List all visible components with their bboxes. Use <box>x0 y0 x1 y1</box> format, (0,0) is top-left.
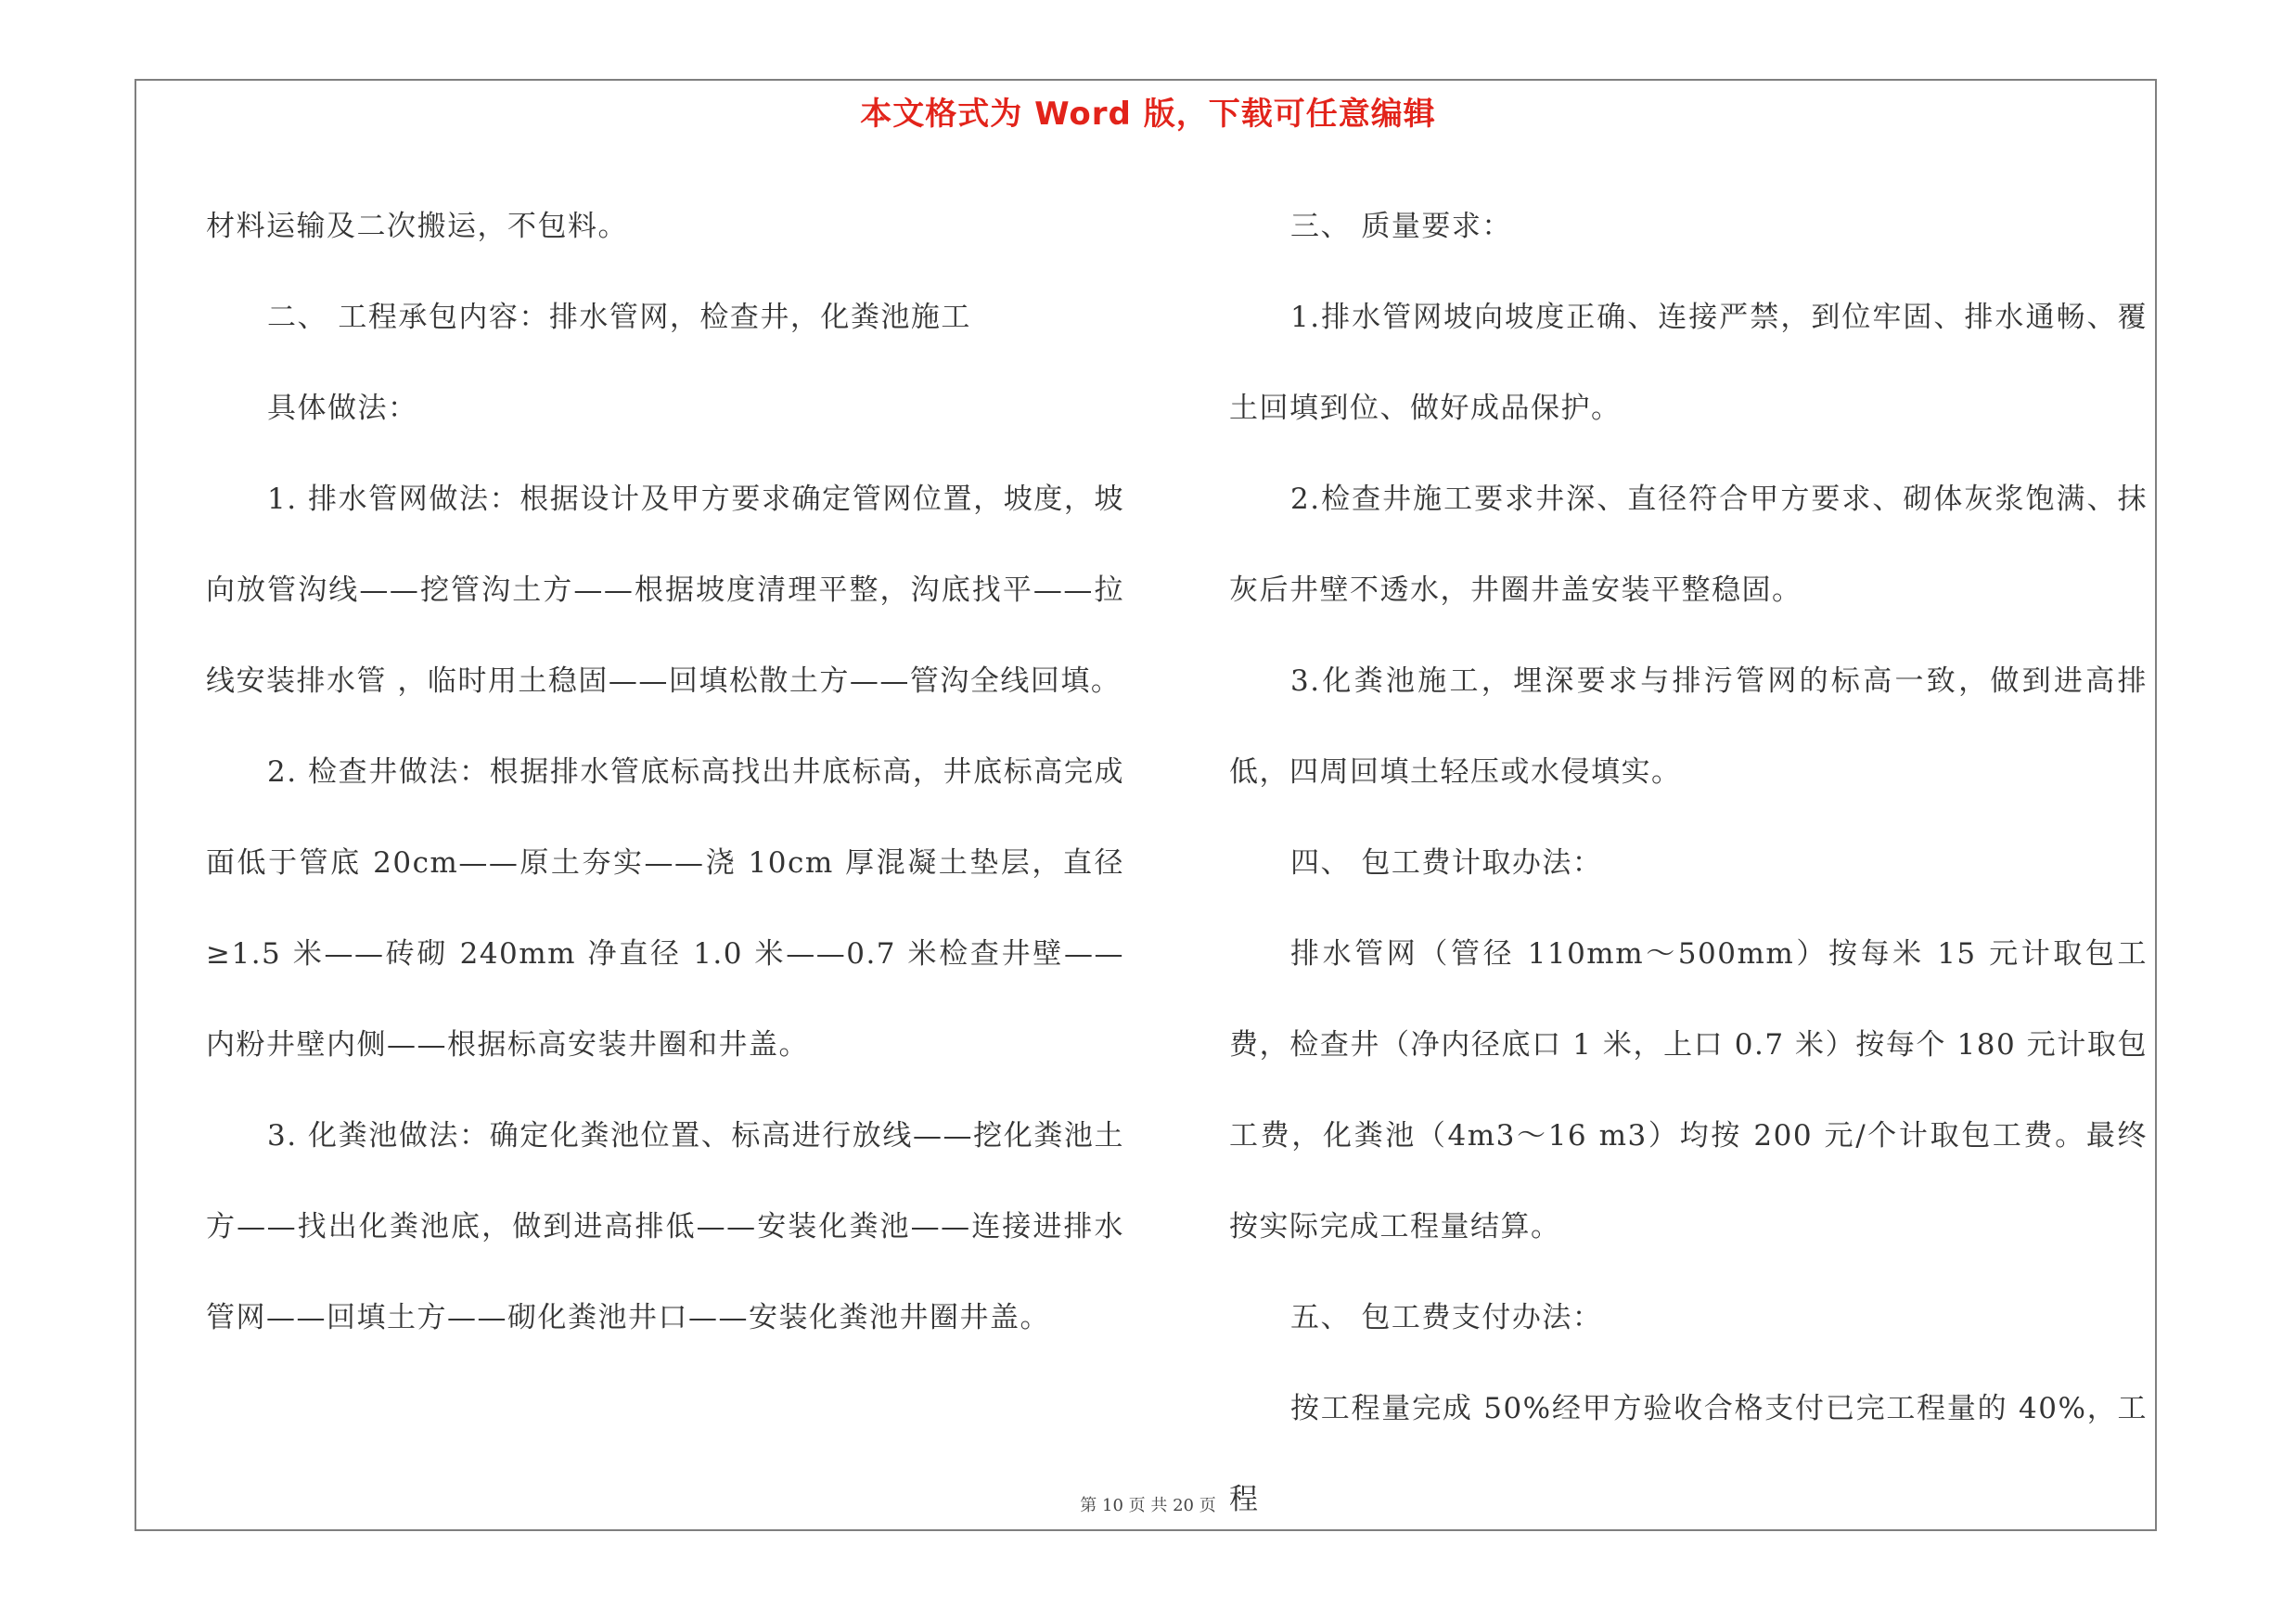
paragraph-left-3: 具体做法： <box>267 392 418 425</box>
left-text-column <box>206 181 1124 1363</box>
page-number-footer: 第 10 页 共 20 页 <box>1080 1496 1216 1515</box>
paragraph-right-8: 按工程量完成 50%经甲方验收合格支付已完工程量的 40%，工程 <box>1229 1392 2148 1516</box>
paragraph-left-6: 3. 化粪池做法：确定化粪池位置、标高进行放线——挖化粪池土方——找出化粪池底，做到进高排低——安装化粪池——连接进排水管网——回填土方——砌化粪池井口——安装化粪池井圈井盖。 <box>206 1119 1124 1334</box>
paragraph-right-4: 3.化粪池施工，埋深要求与排污管网的标高一致，做到进高排低，四周回填土轻压或水侵填实。 <box>1229 664 2148 789</box>
paragraph-right-1: 三、 质量要求： <box>1290 210 1512 243</box>
paragraph-right-3: 2.检查井施工要求井深、直径符合甲方要求、砌体灰浆饱满、抹灰后井壁不透水，井圈井盖安装平整稳固。 <box>1229 483 2148 607</box>
paragraph-left-4: 1. 排水管网做法：根据设计及甲方要求确定管网位置，坡度，坡向放管沟线——挖管沟土方——根据坡度清理平整，沟底找平——拉线安装排水管 ，临时用土稳固——回填松散土方——管沟全线回填。 <box>206 483 1124 698</box>
paragraph-right-6: 排水管网（管径 110mm～500mm）按每米 15 元计取包工费，检查井（净内径底口 1 米，上口 0.7 米）按每个 180 元计取包工费，化粪池（4m3～16 m3）均按 200 元/个计取包工费。最终按实际完成工程量结算。 <box>1229 937 2148 1243</box>
document-header-notice: 本文格式为 Word 版，下载可任意编辑 <box>860 96 1436 133</box>
paragraph-left-1: 材料运输及二次搬运，不包料。 <box>206 210 628 243</box>
paragraph-right-2: 1.排水管网坡向坡度正确、连接严禁，到位牢固、排水通畅、覆土回填到位、做好成品保护。 <box>1229 301 2148 425</box>
paragraph-left-2: 二、 工程承包内容：排水管网，检查井，化粪池施工 <box>267 301 971 334</box>
right-text-column <box>1229 181 2148 1545</box>
paragraph-right-5: 四、 包工费计取办法： <box>1290 846 1603 880</box>
paragraph-left-5: 2. 检查井做法：根据排水管底标高找出井底标高，井底标高完成面低于管底 20cm——原土夯实——浇 10cm 厚混凝土垫层，直径≥1.5 米——砖砌 240mm 净直径 1.0 米——0.7 米检查井壁——内粉井壁内侧——根据标高安装井圈和井盖。 <box>206 755 1124 1062</box>
paragraph-right-7: 五、 包工费支付办法： <box>1290 1301 1603 1334</box>
